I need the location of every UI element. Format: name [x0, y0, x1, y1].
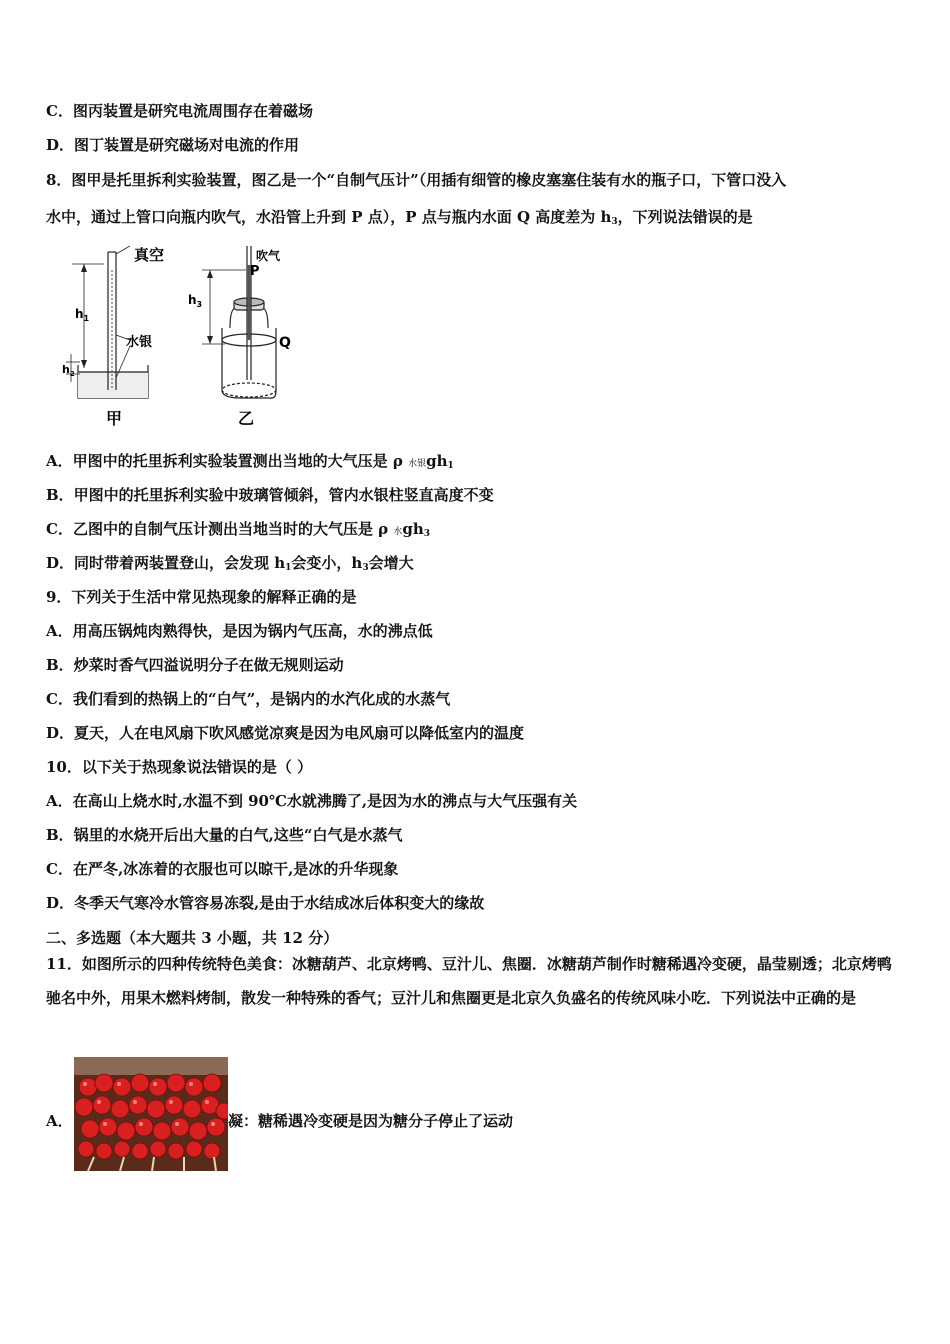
q11-option-a-text: 凝：糖稀遇冷变硬是因为糖分子停止了运动	[228, 1112, 514, 1130]
h3-label: $h_3$	[188, 293, 203, 309]
point-q-label: Q	[279, 335, 291, 351]
vacuum-label: 真空	[134, 246, 165, 264]
q7-option-c: C．图丙装置是研究电流周围存在着磁场	[46, 102, 313, 120]
q11-option-a-label: A．	[46, 1112, 73, 1130]
q10-stem: 10．以下关于热现象说法错误的是（ ）	[46, 758, 313, 776]
q10-option-c: C．在严冬,冰冻着的衣服也可以晾干,是冰的升华现象	[46, 860, 399, 878]
q8-option-b: B．甲图中的托里拆利实验中玻璃管倾斜，管内水银柱竖直高度不变	[46, 486, 494, 504]
q7-option-d: D．图丁装置是研究磁场对电流的作用	[46, 136, 300, 154]
q10-option-a: A．在高山上烧水时,水温不到 90℃水就沸腾了,是因为水的沸点与大气压强有关	[46, 792, 578, 810]
point-p-label: P	[250, 264, 260, 279]
candied-hawthorn-image	[74, 1057, 228, 1171]
q8-stem-line2: 水中，通过上管口向瓶内吹气，水沿管上升到 P 点），P 点与瓶内水面 Q 高度差为 $h_3$，下列说法错误的是	[46, 208, 753, 227]
q10-option-d: D．冬季天气寒冷水管容易冻裂,是由于水结成冰后体积变大的缘故	[46, 894, 485, 912]
figure-caption-yi: 乙	[238, 409, 255, 428]
q8-stem-line1: 8．图甲是托里拆利实验装置，图乙是一个“自制气压计”（用插有细管的橡皮塞塞住装有水的瓶子口，下管口没入	[46, 171, 787, 189]
q8-option-a: A．甲图中的托里拆利实验装置测出当地的大气压是 ρ 水银$gh_1$	[46, 452, 454, 471]
h2-label: $h_2$	[62, 363, 75, 378]
mercury-label: 水银	[126, 335, 153, 350]
q9-option-a: A．用高压锅炖肉熟得快，是因为锅内气压高，水的沸点低	[46, 622, 433, 640]
q10-option-b: B．锅里的水烧开后出大量的白气,这些“白气是水蒸气	[46, 826, 403, 844]
q8-option-c: C．乙图中的自制气压计测出当地当时的大气压是 ρ 水$gh_3$	[46, 520, 431, 539]
q9-option-c: C．我们看到的热锅上的“白气”，是锅内的水汽化成的水蒸气	[46, 690, 451, 708]
q9-option-b: B．炒菜时香气四溢说明分子在做无规则运动	[46, 656, 344, 674]
blow-label: 吹气	[256, 249, 281, 263]
q8-figure	[60, 240, 300, 430]
section-heading-multiple-choice: 二、多选题（本大题共 3 小题，共 12 分）	[46, 929, 339, 947]
q9-stem: 9．下列关于生活中常见热现象的解释正确的是	[46, 588, 357, 606]
homemade-barometer	[202, 246, 276, 398]
h1-label: $h_1$	[75, 307, 90, 323]
q8-option-d: D．同时带着两装置登山，会发现 $h_1$会变小，$h_3$会增大	[46, 554, 414, 573]
candied-hawthorn-photo	[74, 1057, 228, 1171]
figure-caption-jia: 甲	[106, 409, 123, 428]
q9-option-d: D．夏天，人在电风扇下吹风感觉凉爽是因为电风扇可以降低室内的温度	[46, 724, 525, 742]
torricelli-apparatus	[66, 246, 148, 398]
q11-stem: 11．如图所示的四种传统特色美食：冰糖葫芦、北京烤鸭、豆汁儿、焦圈．冰糖葫芦制作时糖稀遇冷变硬，晶莹剔透；北京烤鸭驰名中外，用果木燃料烤制，散发一种特殊的香气；豆汁儿和焦圈更是北京久负盛名的传统风味小吃．下列说法中正确的是	[46, 955, 892, 1007]
